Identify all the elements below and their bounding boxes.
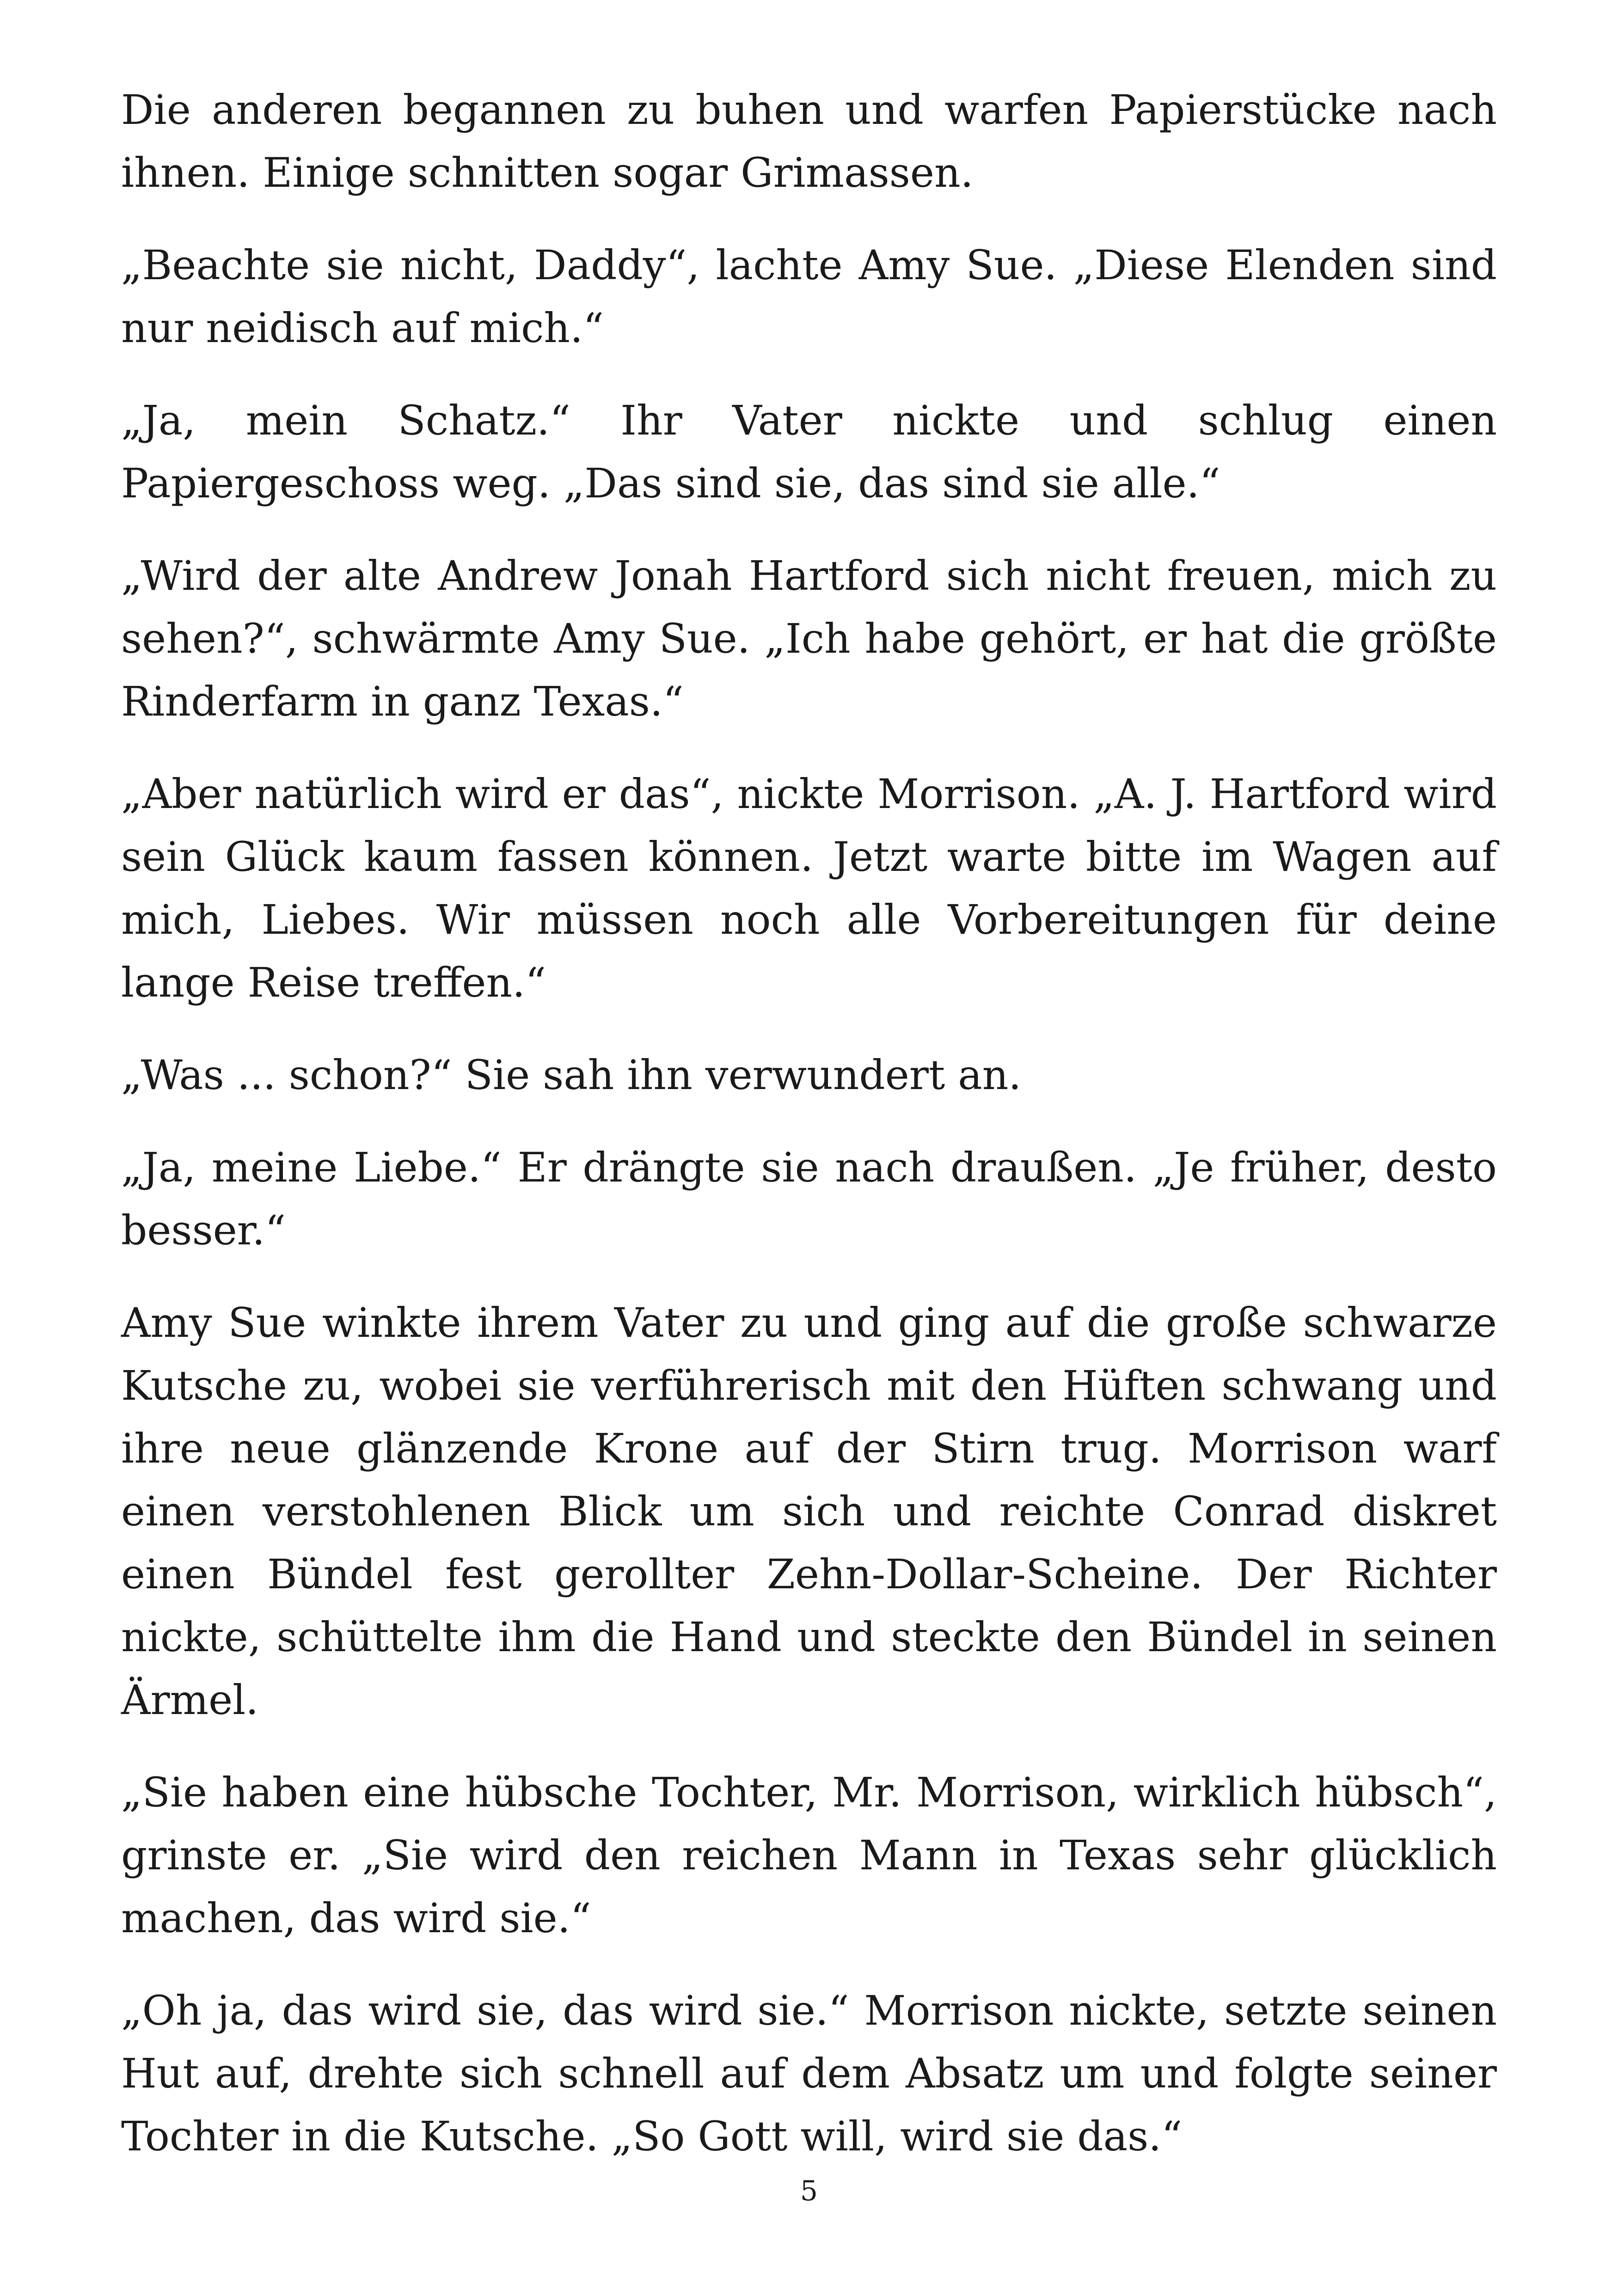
page-number: 5: [800, 2175, 818, 2207]
paragraph-10: „Oh ja, das wird sie, das wird sie.“ Morrison nickte, setzte seinen Hut auf, drehte sich schnell auf dem Absatz um und folgte seiner Tochter in die Kutsche. „So Gott will, wird sie das.“: [121, 1987, 1497, 2160]
paragraph-3: „Ja, mein Schatz.“ Ihr Vater nickte und schlug einen Papiergeschoss weg. „Das sind sie, das sind sie alle.“: [121, 397, 1497, 507]
paragraph-1: Die anderen begannen zu buhen und warfen Papierstücke nach ihnen. Einige schnitten sogar Grimassen.: [121, 86, 1497, 196]
body-text: [121, 79, 1497, 2198]
paragraph-8: Amy Sue winkte ihrem Vater zu und ging auf die große schwarze Kutsche zu, wobei sie verführerisch mit den Hüften schwang und ihre neue glänzende Krone auf der Stirn trug. Morrison warf einen verstohlenen Blick um sich und reichte Conrad diskret einen Bündel fest gerollter Zehn-Dollar-Scheine. Der Richter nickte, schüttelte ihm die Hand und steckte den Bündel in seinen Ärmel.: [121, 1299, 1497, 1724]
paragraph-7: „Ja, meine Liebe.“ Er drängte sie nach draußen. „Je früher, desto besser.“: [121, 1144, 1497, 1254]
paragraph-6: „Was ... schon?“ Sie sah ihn verwundert an.: [121, 1051, 1022, 1099]
paragraph-2: „Beachte sie nicht, Daddy“, lachte Amy Sue. „Diese Elenden sind nur neidisch auf mich.“: [121, 241, 1497, 352]
paragraph-9: „Sie haben eine hübsche Tochter, Mr. Morrison, wirklich hübsch“, grinste er. „Sie wird den reichen Mann in Texas sehr glücklich machen, das wird sie.“: [121, 1769, 1497, 1942]
paragraph-5: „Aber natürlich wird er das“, nickte Morrison. „A. J. Hartford wird sein Glück kaum fassen können. Jetzt warte bitte im Wagen auf mich, Liebes. Wir müssen noch alle Vorbereitungen für deine lange Reise treffen.“: [121, 770, 1497, 1006]
paragraph-4: „Wird der alte Andrew Jonah Hartford sich nicht freuen, mich zu sehen?“, schwärmte Amy Sue. „Ich habe gehört, er hat die größte Rinderfarm in ganz Texas.“: [121, 552, 1497, 725]
